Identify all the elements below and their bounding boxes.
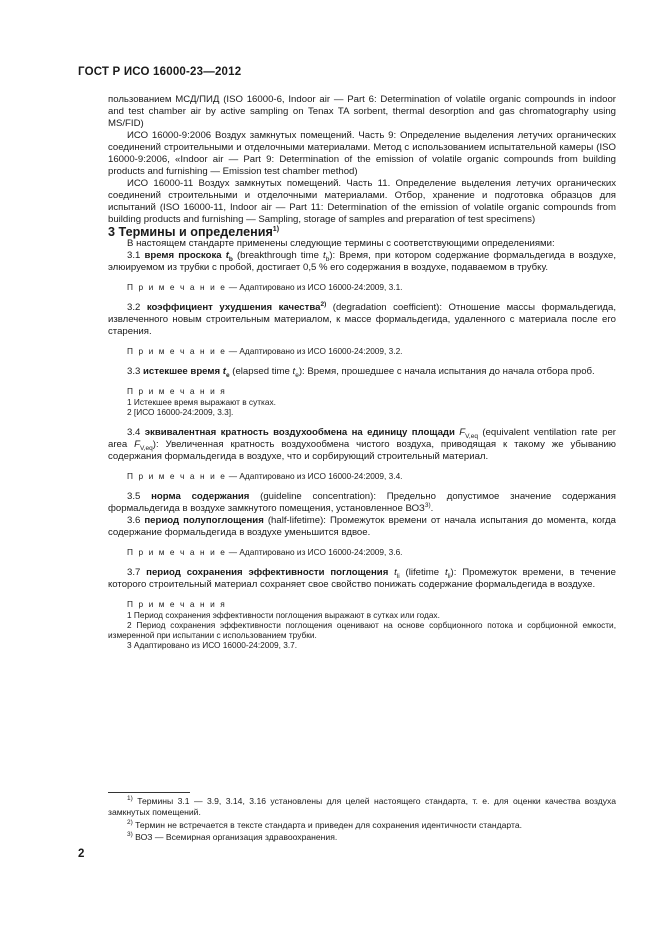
note-label: П р и м е ч а н и е <box>127 547 227 558</box>
term-number: 3.1 <box>127 250 145 261</box>
term-definition: (half-lifetime): Промежуток времени от начала испытания до момента, когда содержание формальдегида в воздухе уменьшится вдвое. <box>108 515 616 539</box>
section-heading <box>108 226 616 238</box>
term-footnote-mark: 3) <box>424 502 431 510</box>
footnote-text: ВОЗ — Всемирная организация здравоохранения. <box>132 832 338 843</box>
footnote-3 <box>108 832 616 843</box>
note-text: — Адаптировано из ИСО 16000-24:2009, 3.6. <box>226 547 403 558</box>
note-text: — Адаптировано из ИСО 16000-24:2009, 3.1. <box>226 282 403 292</box>
term-symbol-inline: F <box>134 439 140 451</box>
note-3-2 <box>108 346 616 356</box>
footnote-mark: 2) <box>127 818 133 826</box>
page-number: 2 <box>78 848 85 860</box>
section-intro: В настоящем стандарте применены следующие термины с соответствующими определениями: <box>127 238 555 249</box>
note-text: — Адаптировано из ИСО 16000-24:2009, 3.2. <box>226 346 403 357</box>
standard-header: ГОСТ Р ИСО 16000-23—2012 <box>78 66 242 78</box>
note-label: П р и м е ч а н и е <box>127 282 227 292</box>
note-label: П р и м е ч а н и е <box>127 346 227 357</box>
main-content <box>108 94 616 650</box>
note-3-1 <box>108 282 616 292</box>
ref-paragraph-3: ИСО 16000-11 Воздух замкнутых помещений. Часть 11. Определение выделения летучих органических соединений строительными и отделочными материалами. Отбор, хранение и подготовка образцов для испытаний (ISO 16000-11, Indoor air — Part 11: Determination of the emission of volatile organic compounds from building products and furnishing — Sampling, storage of samples and preparation of test specimens) <box>108 178 616 225</box>
term-3-7 <box>108 567 616 591</box>
section-heading-footnote-mark: 1) <box>272 225 280 233</box>
term-text: (lifetime <box>399 567 445 579</box>
term-symbol: $t_e$ <box>222 366 230 380</box>
note-3-4 <box>108 471 616 481</box>
note-3-7-1: 1 Период сохранения эффективности поглощения выражают в сутках или годах. <box>127 609 440 620</box>
term-symbol-sub: V,eq <box>140 444 153 452</box>
notes-label: П р и м е ч а н и я <box>127 386 227 397</box>
footnote-divider <box>108 792 190 793</box>
footnote-1 <box>108 796 616 818</box>
footnote-text: Термины 3.1 — 3.9, 3.14, 3.16 установлены для целей настоящего стандарта, т. е. для оценки качества воздуха замкнутых помещений. <box>108 796 616 817</box>
note-3-3-2: 2 [ИСО 16000-24:2009, 3.3]. <box>127 406 234 417</box>
note-text: — Адаптировано из ИСО 16000-24:2009, 3.4. <box>226 471 403 482</box>
term-symbol-sub: b <box>325 255 330 263</box>
footnote-mark: 3) <box>127 831 133 839</box>
term-name: время проскока <box>144 250 222 261</box>
term-name: истекшее время <box>143 366 221 378</box>
term-number: 3.4 <box>127 427 145 439</box>
section-heading-text: 3 Термины и определения <box>108 225 273 239</box>
notes-label-3-3 <box>108 386 616 396</box>
term-text: (elapsed time <box>229 366 293 378</box>
note-3-7-2: 2 Период сохранения эффективности поглощения оценивают на основе сорбционного потока и сорбционной емкости, измеренной при испытании с использованием трубки. <box>108 619 616 641</box>
term-definition: ): Время, при котором содержание формальдегида в воздухе, элюируемом из трубки с пробой, достигает 0,5 % его содержания в воздухе, подаваемом в трубку. <box>108 250 616 273</box>
term-definition: ): Время, прошедшее с начала испытания до начала отбора проб. <box>298 366 595 378</box>
term-definition: ): Промежуток времени, в течение которого строительный материал сохраняет свое свойство понижать содержание формальдегида в воздухе. <box>108 567 616 591</box>
term-text: (breakthrough time <box>232 250 324 261</box>
term-number: 3.3 <box>127 366 144 378</box>
ref-paragraph-1: пользованием МСД/ПИД (ISO 16000-6, Indoor air — Part 6: Determination of volatile organic compounds in indoor and test chamber air by active sampling on Tenax TA sorbent, thermal desorption and gas chromatography using MS/FID) <box>108 94 616 129</box>
term-3-4 <box>108 427 616 463</box>
term-number: 3.6 <box>127 515 145 527</box>
term-definition: (degradation coefficient): Отношение массы формальдегида, извлеченного новым строительным материалом, к массе формальдегида, удаленного с материала после его старения. <box>108 302 616 338</box>
footnote-text: Термин не встречается в тексте стандарта и приведен для сохранения идентичности стандарта. <box>132 819 523 830</box>
ref-paragraph-2: ИСО 16000-9:2006 Воздух замкнутых помещений. Часть 9: Определение выделения летучих органических соединений строительными и отделочными материалами. Метод с использованием испытательной камеры (ISO 16000-9:2006, «Indoor air — Part 9: Determination of the emission of volatile organic compounds from building products and furnishing — Emission test chamber method) <box>108 130 616 177</box>
term-number: 3.5 <box>127 491 152 503</box>
term-symbol: $F_{V,eq}$ <box>459 427 478 440</box>
term-number: 3.2 <box>127 302 147 314</box>
term-3-2 <box>108 302 616 338</box>
term-definition: (guideline concentration): Предельно допустимое значение содержания формальдегида в воздухе замкнутого помещения, установленное ВОЗ <box>108 491 616 515</box>
term-symbol-sub: li <box>447 573 451 581</box>
footnote-mark: 1) <box>127 795 133 803</box>
note-3-7-3: 3 Адаптировано из ИСО 16000-24:2009, 3.7. <box>127 640 298 651</box>
footnote-2 <box>108 820 616 831</box>
term-symbol-inline: t <box>292 366 296 378</box>
term-symbol-inline: t <box>444 567 448 579</box>
term-name: период полупоглощения <box>144 515 264 527</box>
term-name: эквивалентная кратность воздухообмена на единицу площади <box>144 427 455 439</box>
term-symbol-inline: t <box>323 250 326 261</box>
note-label: П р и м е ч а н и е <box>127 471 227 482</box>
note-3-3-1: 1 Истекшее время выражают в сутках. <box>127 396 276 407</box>
term-text: (equivalent ventilation rate per area <box>108 427 616 451</box>
term-name: период сохранения эффективности поглощения <box>146 567 389 579</box>
term-symbol: $t_{li}$ <box>394 567 400 581</box>
footnotes <box>108 796 616 845</box>
term-3-6 <box>108 515 616 539</box>
notes-label: П р и м е ч а н и я <box>127 599 227 610</box>
term-end: . <box>430 503 434 515</box>
term-symbol: $t_b$ <box>225 250 233 263</box>
term-number: 3.7 <box>127 567 147 579</box>
notes-label-3-7 <box>108 599 616 609</box>
term-3-1 <box>108 250 616 274</box>
term-footnote-mark: 2) <box>320 301 327 309</box>
term-name: норма содержания <box>151 491 250 503</box>
note-3-6 <box>108 547 616 557</box>
term-symbol-sub: e <box>295 372 299 380</box>
term-3-3 <box>108 366 616 378</box>
term-name: коэффициент ухудшения качества <box>146 302 321 314</box>
term-definition: ): Увеличенная кратность воздухообмена чистого воздуха, приводящая к такому же убыванию содержания формальдегида в воздухе, что и сорбирующий строительный материал. <box>108 439 616 463</box>
term-3-5 <box>108 491 616 515</box>
